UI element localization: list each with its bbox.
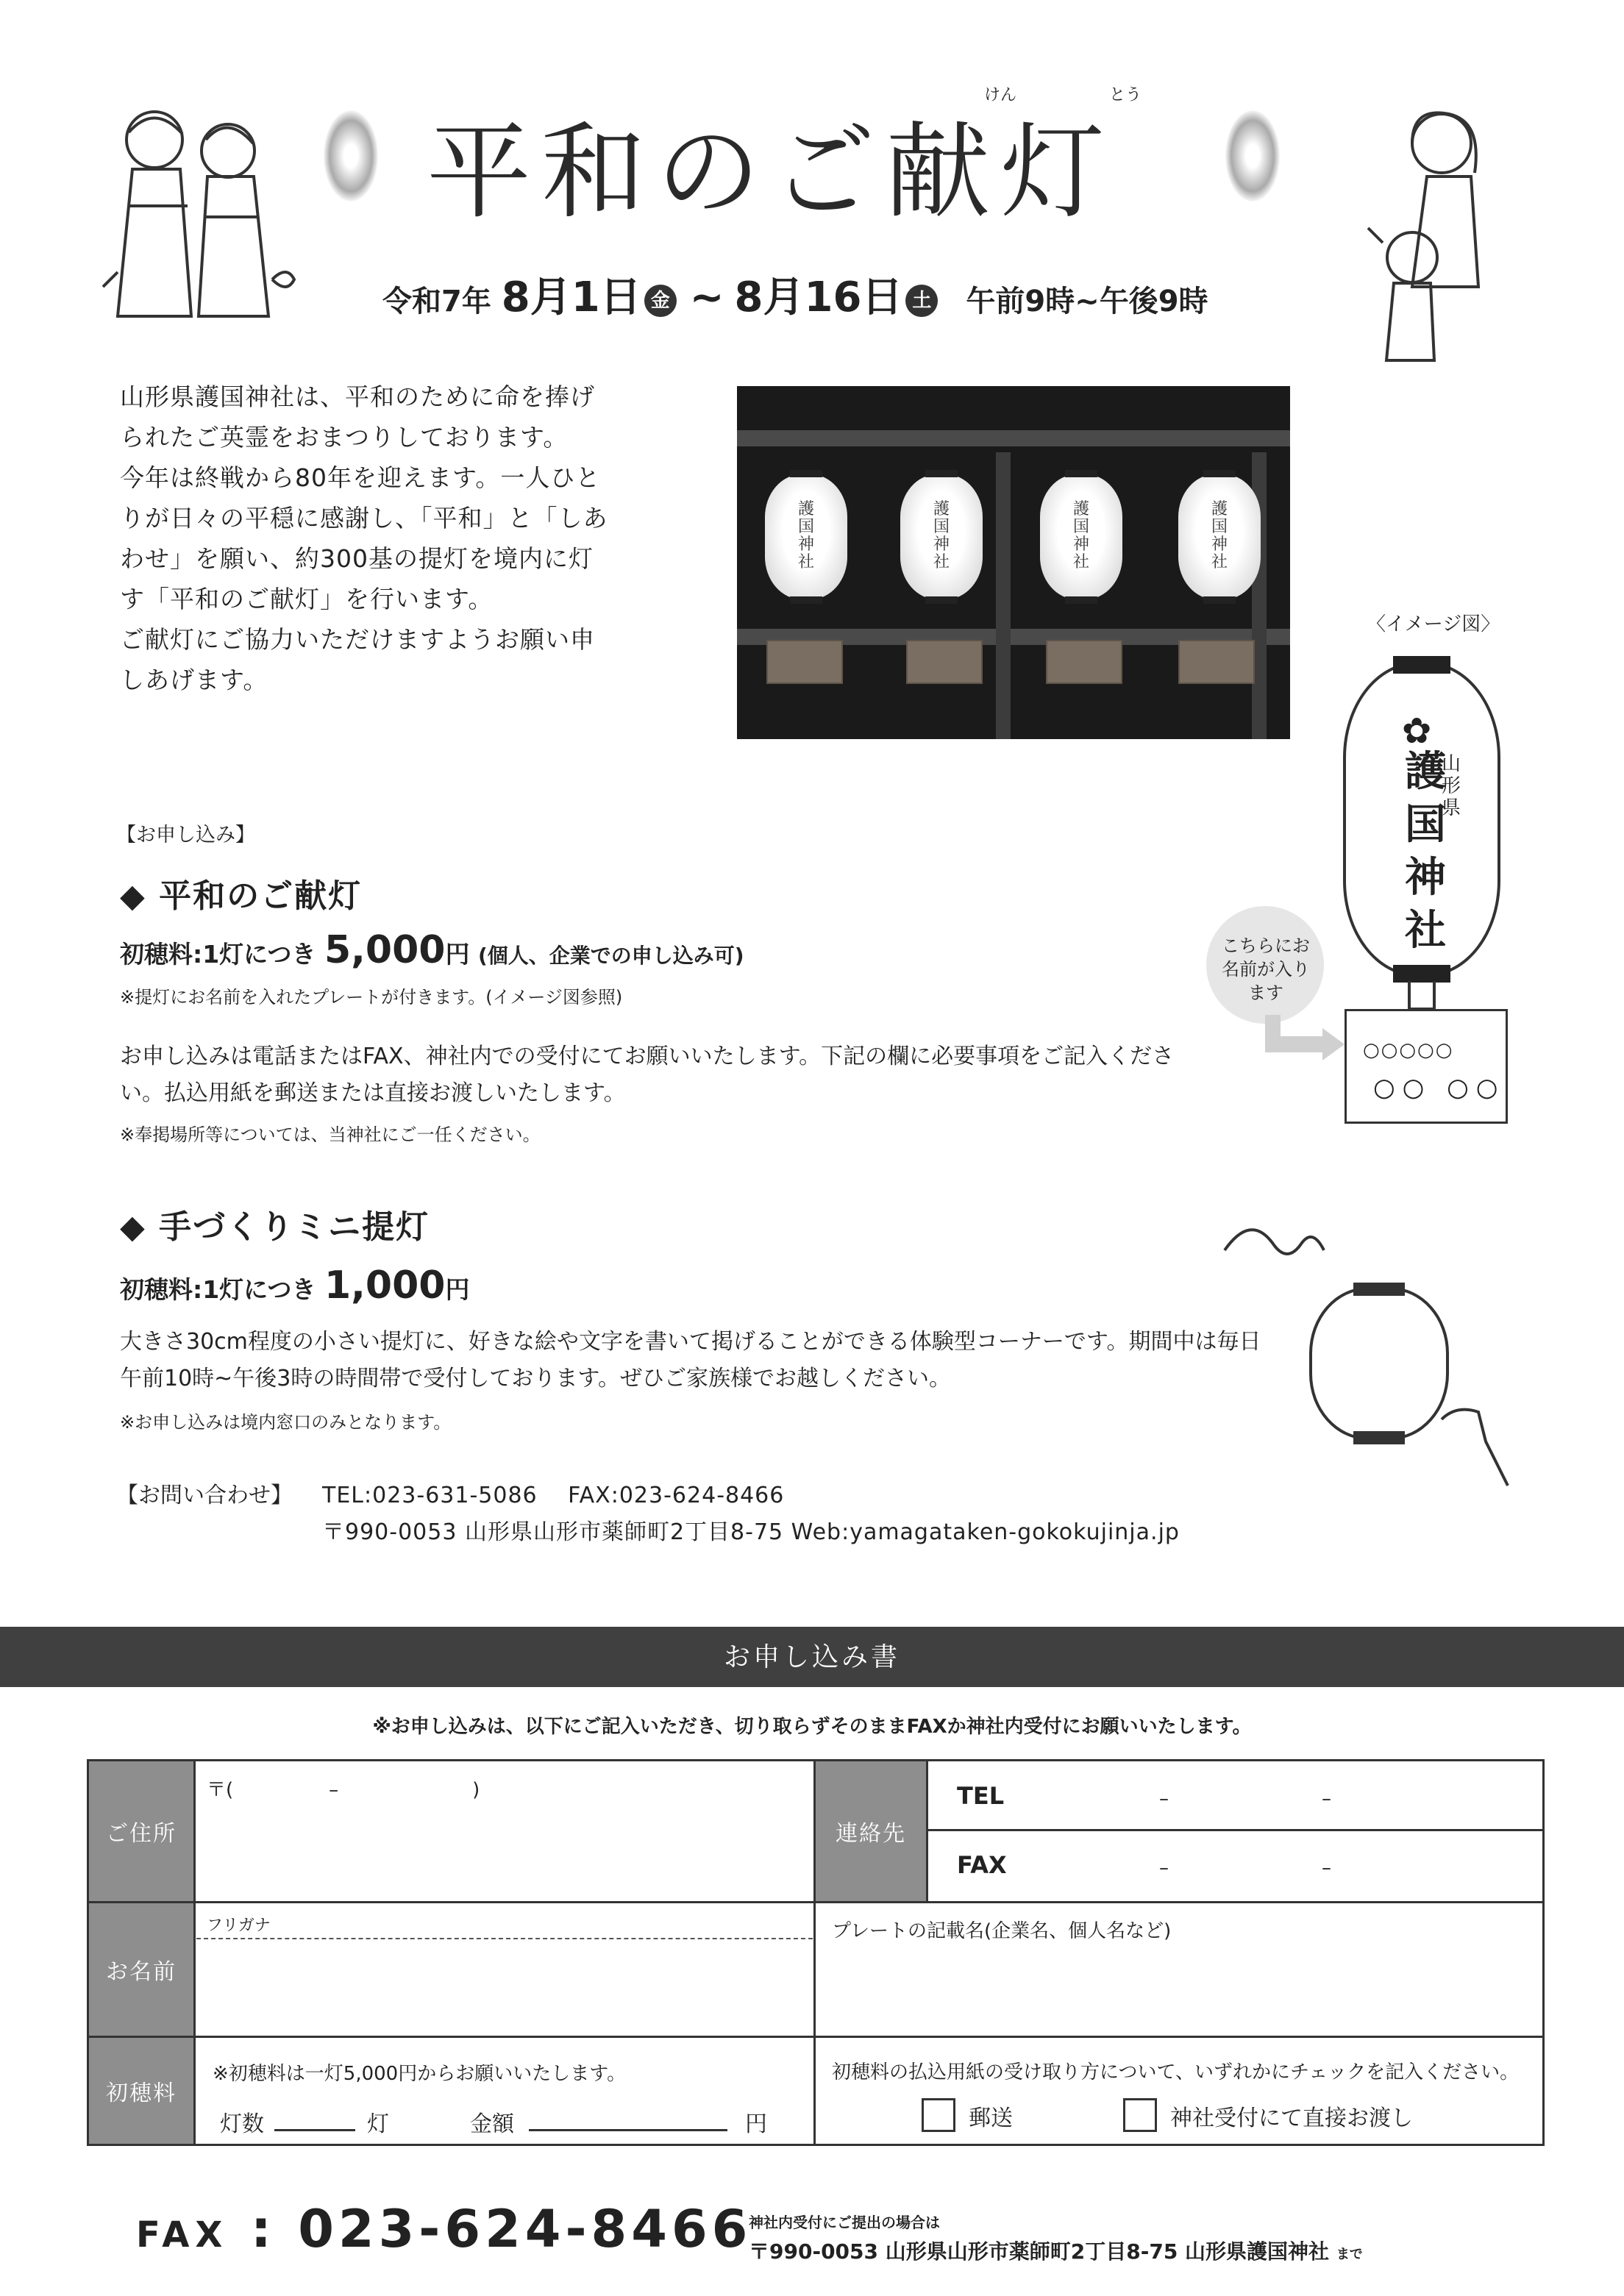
intro-line: わせ」を願い、約300基の提灯を境内に灯 — [120, 544, 594, 573]
count-unit: 灯 — [367, 2111, 389, 2137]
start-day-badge: 金 — [644, 285, 677, 317]
crest-icon: ✿ — [1402, 710, 1432, 752]
fee-label-cell: 初穂料 — [89, 2038, 193, 2144]
footer-note: 神社内受付にご提出の場合は — [749, 2214, 940, 2231]
fax-label: FAX — [957, 1851, 1007, 1879]
end-day-badge: 土 — [905, 285, 938, 317]
title-glow-right — [1225, 110, 1280, 202]
photo-lantern-text: 護国神社 — [797, 500, 814, 571]
fee-note-text: ※初穂料は一灯5,000円からお願いいたします。 — [213, 2063, 627, 2085]
count-input[interactable] — [274, 2129, 355, 2131]
yukata-couple-illustration — [88, 96, 309, 338]
lantern-illustration — [1343, 662, 1500, 977]
title-ruby-tou: とう — [1109, 86, 1142, 104]
title-ruby-ken: けん — [984, 86, 1017, 104]
postal-code-field[interactable]: 〒( – ) — [207, 1779, 480, 1801]
intro-line: りが日々の平穏に感謝し、「平和」と「しあ — [120, 504, 608, 532]
fee-amount: 1,000 — [324, 1263, 446, 1308]
footer-address — [749, 2236, 1363, 2265]
swirl-icon — [1221, 1221, 1331, 1280]
drawing-hand-icon — [1434, 1397, 1545, 1500]
page-title: 平和のご献灯 — [427, 112, 1115, 233]
name-bubble-text: こちらにお名前が入ります — [1222, 935, 1310, 1003]
apply-body: お申し込みは電話またはFAX、神社内での受付にてお願いいたします。下記の欄に必要事項をご記入ください。払込用紙を郵送または直接お渡しいたします。 — [120, 1044, 1175, 1106]
arrow-icon — [1265, 1015, 1346, 1074]
fax-big-label: FAX — [136, 2214, 229, 2256]
event-dates — [382, 265, 1208, 324]
address-label: ご住所 — [89, 1761, 193, 1901]
photo-lantern-text: 護国神社 — [933, 500, 950, 571]
fee-label: 初穂料:1灯につき — [120, 940, 316, 969]
fee-amount: 5,000 — [324, 928, 446, 972]
amount-label: 金額 — [470, 2111, 514, 2137]
fax-big-number: 023-624-8466 — [298, 2199, 752, 2259]
mini-body: 大きさ30cm程度の小さい提灯に、好きな絵や文字を書いて掲げることができる体験型コーナーです。期間中は毎日午前10時~午後3時の時間帯で受付しております。ぜひご家族様でお越しください。 — [120, 1329, 1261, 1391]
furigana-label: フリガナ — [207, 1917, 271, 1935]
photo-lantern-text: 護国神社 — [1072, 500, 1089, 571]
photo-lantern-text: 護国神社 — [1211, 500, 1228, 571]
direct-checkbox[interactable] — [1123, 2098, 1157, 2132]
intro-line: ご献灯にご協力いただけますようお願い申 — [120, 625, 595, 654]
date-end: 8月16日 — [734, 274, 903, 321]
fee-label: 初穂料:1灯につき — [120, 1275, 316, 1304]
payment-note: 初穂料の払込用紙の受け取り方について、いずれかにチェックを記入ください。 — [832, 2061, 1520, 2083]
plate-hook — [1408, 981, 1436, 1010]
amount-input[interactable] — [529, 2129, 727, 2131]
fax-field[interactable]: – – — [1159, 1857, 1332, 1879]
mini-lantern-illustration — [1309, 1287, 1449, 1440]
mother-child-illustration — [1353, 103, 1522, 382]
title-glow-left — [324, 110, 378, 202]
date-era: 令和7年 — [382, 285, 491, 318]
fax-number-big — [136, 2199, 752, 2259]
date-start: 8月1日 — [501, 274, 641, 321]
intro-text — [120, 377, 694, 700]
furigana-divider — [196, 1938, 813, 1939]
event-hours: 午前9時~午後9時 — [966, 285, 1208, 318]
amount-unit: 円 — [745, 2111, 767, 2137]
tel-label: TEL — [957, 1782, 1005, 1810]
form-instructions: ※お申し込みは、以下にご記入いただき、切り取らずそのままFAXか神社内受付にお願いいたします。 — [372, 1716, 1252, 1738]
fee-heiwa — [120, 928, 744, 972]
footer-address-text: 〒990-0053 山形県山形市薬師町2丁目8-75 山形県護国神社 — [749, 2239, 1330, 2264]
contact-label-cell: 連絡先 — [816, 1761, 926, 1901]
tel-field[interactable]: – – — [1159, 1788, 1332, 1810]
lantern-main-text: 護国神社 — [1405, 748, 1446, 955]
plate-note: ※提灯にお名前を入れたプレートが付きます。(イメージ図参照) — [120, 987, 623, 1008]
plate-name-label: プレートの記載名(企業名、個人名など) — [832, 1920, 1172, 1942]
section-title-heiwa: ◆ 平和のご献灯 — [120, 877, 363, 915]
intro-line: しあげます。 — [120, 666, 268, 694]
mail-checkbox[interactable] — [922, 2098, 955, 2132]
intro-line: 山形県護国神社は、平和のために命を捧げ — [120, 382, 595, 411]
fax-big-colon: : — [250, 2199, 276, 2259]
plate-row2: ○○ ○○ — [1373, 1073, 1506, 1102]
name-plate — [1345, 1009, 1508, 1124]
date-tilde: ~ — [689, 274, 724, 321]
plate-row1: ○○○○○ — [1363, 1039, 1454, 1061]
form-title: お申し込み書 — [723, 1642, 900, 1672]
name-label: お名前 — [89, 1903, 193, 2036]
fee-mini — [120, 1263, 469, 1308]
apply-heading: 【お申し込み】 — [116, 824, 255, 846]
placement-note: ※奉掲場所等については、当神社にご一任ください。 — [120, 1124, 541, 1145]
fee-note: (個人、企業での申し込み可) — [477, 944, 744, 968]
lantern-photo — [737, 386, 1290, 739]
direct-option-label: 神社受付にて直接お渡し — [1170, 2106, 1413, 2131]
lantern-small-text: 山形県 — [1442, 753, 1461, 819]
mail-option-label: 郵送 — [969, 2106, 1013, 2131]
fee-yen: 円 — [445, 940, 470, 969]
footer-address-suffix: まで — [1336, 2247, 1363, 2262]
section-title-mini: ◆ 手づくりミニ提灯 — [120, 1208, 430, 1246]
image-caption: 〈イメージ図〉 — [1367, 613, 1500, 635]
fee-yen: 円 — [445, 1275, 470, 1304]
count-label: 灯数 — [220, 2111, 264, 2137]
intro-line: られたご英霊をおまつりしております。 — [120, 423, 569, 452]
intro-line: 今年は終戦から80年を迎えます。一人ひと — [120, 463, 601, 492]
mini-note: ※お申し込みは境内窓口のみとなります。 — [120, 1412, 452, 1433]
application-form — [87, 1759, 1545, 2146]
contact-label: 【お問い合わせ】 — [116, 1483, 293, 1508]
contact-address: 〒990-0053 山形県山形市薬師町2丁目8-75 Web:yamagataken-gokokujinja.jp — [322, 1519, 1180, 1545]
intro-line: す「平和のご献灯」を行います。 — [120, 585, 494, 613]
contact-tel-fax: TEL:023-631-5086 FAX:023-624-8466 — [322, 1483, 785, 1508]
